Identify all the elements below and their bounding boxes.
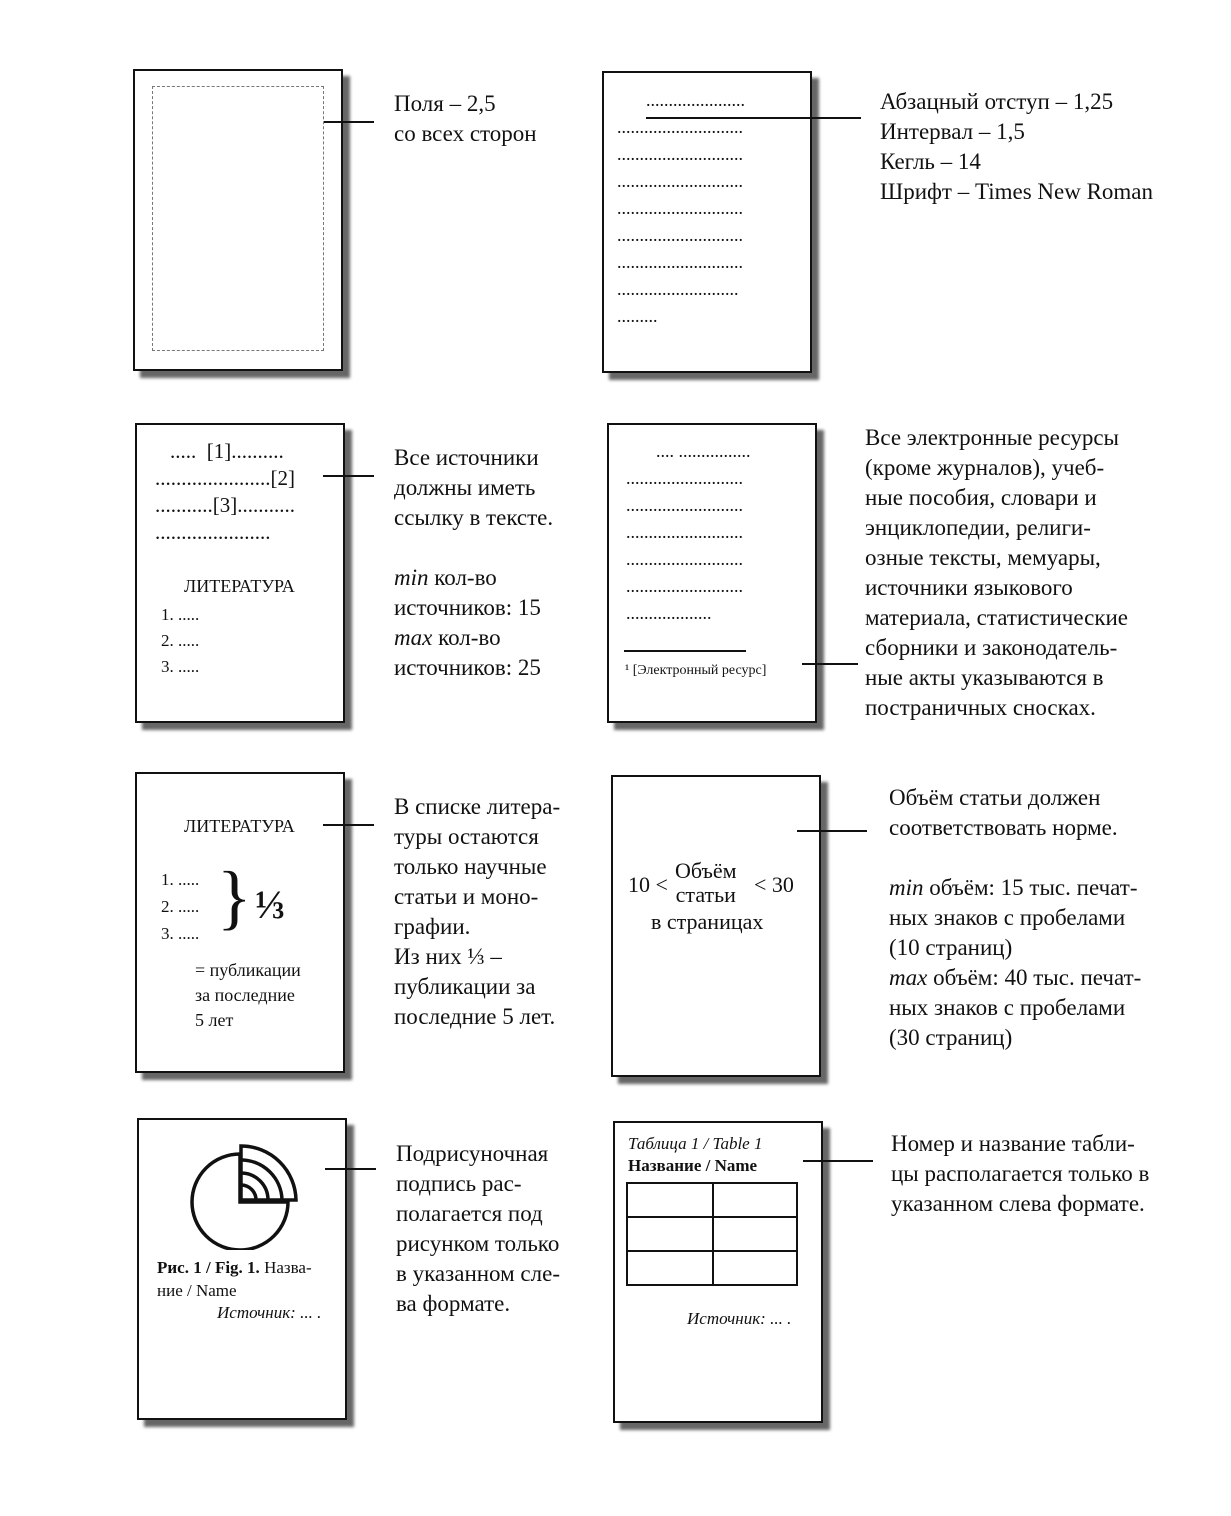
connector-literature bbox=[323, 824, 374, 826]
page-table bbox=[613, 1121, 823, 1423]
recent-publications-note: = публикации за последние 5 лет bbox=[195, 960, 301, 1030]
volume-desc-top: Объём статьи должен соответствовать норме. bbox=[889, 785, 1118, 840]
page-figure bbox=[137, 1118, 347, 1420]
literature-item: 1. ..... bbox=[161, 870, 200, 889]
dot-line: .......................... bbox=[626, 549, 743, 569]
dot-line: ................... bbox=[626, 603, 712, 623]
margins-line1: Поля – 2,5 bbox=[394, 91, 496, 116]
table-row-divider bbox=[628, 1216, 796, 1218]
dot-line: ............................ bbox=[617, 252, 743, 272]
citations-main: Все источники должны иметь ссылку в тексте. bbox=[394, 445, 554, 530]
page-volume bbox=[611, 775, 821, 1077]
connector-text-format bbox=[646, 117, 861, 119]
dot-line: .......................... bbox=[626, 468, 743, 488]
volume-left: 10 < bbox=[628, 872, 668, 897]
fraction-glyph: ⅓ bbox=[255, 882, 285, 927]
literature-heading: ЛИТЕРАТУРА bbox=[184, 576, 295, 596]
figure-caption bbox=[157, 1256, 337, 1302]
volume-min-label: min bbox=[889, 875, 924, 900]
dot-line: ............................ bbox=[617, 117, 743, 137]
literature-item: 3. ..... bbox=[161, 657, 200, 676]
margins-description bbox=[394, 89, 537, 149]
volume-bottom: в страницах bbox=[651, 909, 764, 934]
dot-line: ............................ bbox=[617, 225, 743, 245]
literature-item: 3. ..... bbox=[161, 924, 200, 943]
connector-volume bbox=[797, 830, 867, 832]
page-margins bbox=[133, 69, 343, 371]
ref-line: ......................[2] bbox=[155, 466, 295, 490]
dot-line: ........................... bbox=[617, 279, 739, 299]
text-format-line: Интервал – 1,5 bbox=[880, 119, 1025, 144]
table-caption-name: Название / Name bbox=[628, 1156, 758, 1175]
brace-glyph: } bbox=[217, 857, 252, 937]
dot-line: ............................ bbox=[617, 198, 743, 218]
citations-description bbox=[394, 443, 553, 683]
text-format-line: Шрифт – Times New Roman bbox=[880, 179, 1154, 204]
footnotes-description: Все электронные ресурсы (кроме журналов), учеб- ные пособия, словари и энциклопедии, религи- озные тексты, мемуары, источники языкового материала, статистические сборники и законодатель- ные акты указываются в постраничных сносках. bbox=[865, 425, 1129, 720]
citations-max-label: max bbox=[394, 625, 433, 650]
page-footnotes bbox=[607, 423, 817, 723]
figure-source: Источник: ... . bbox=[217, 1303, 322, 1322]
margin-dashed-box bbox=[152, 86, 324, 351]
citations-min-text: кол-во источников: 15 bbox=[394, 565, 541, 620]
literature-item: 2. ..... bbox=[161, 897, 200, 916]
ref-line: ...........[3]........... bbox=[155, 493, 295, 517]
table-col-divider bbox=[712, 1184, 714, 1284]
page-literature bbox=[135, 772, 345, 1073]
volume-description bbox=[889, 783, 1141, 1053]
volume-center: Объём статьи bbox=[675, 858, 737, 907]
pie-slice-arc-4 bbox=[241, 1185, 256, 1200]
literature-heading: ЛИТЕРАТУРА bbox=[184, 816, 295, 836]
figure-caption-name: Назва- ние / Name bbox=[157, 1258, 312, 1300]
text-format-line: Абзацный отступ – 1,25 bbox=[880, 89, 1114, 114]
footnote-text: ¹ [Электронный ресурс] bbox=[625, 663, 767, 678]
literature-item: 2. ..... bbox=[161, 631, 200, 650]
literature-description: В списке литера- туры остаются только научные статьи и моно- графии. Из них ⅓ – публикации за последние 5 лет. bbox=[394, 794, 561, 1029]
figure-caption-number: Рис. 1 / Fig. 1. bbox=[157, 1258, 260, 1277]
connector-figure bbox=[325, 1168, 376, 1170]
dot-line: .......................... bbox=[626, 576, 743, 596]
text-format-description bbox=[880, 87, 1153, 207]
connector-table bbox=[803, 1160, 873, 1162]
citations-min-label: min bbox=[394, 565, 429, 590]
connector-margins bbox=[324, 121, 374, 123]
margins-line2: со всех сторон bbox=[394, 121, 537, 146]
indent-dots: ...................... bbox=[646, 90, 745, 110]
table-description: Номер и название табли- цы располагается только в указанном слева формате. bbox=[891, 1131, 1150, 1216]
page-citations bbox=[135, 423, 345, 723]
connector-footnotes bbox=[802, 663, 858, 665]
text-format-line: Кегль – 14 bbox=[880, 149, 981, 174]
table-caption-number: Таблица 1 / Table 1 bbox=[628, 1134, 763, 1153]
citations-max-text: кол-во источников: 25 bbox=[394, 625, 541, 680]
figure-description: Подрисуночная подпись рас- полагается под рисунком только в указанном сле- ва формате. bbox=[396, 1141, 560, 1316]
dot-line: ............................ bbox=[617, 171, 743, 191]
ref-line: ...................... bbox=[155, 520, 271, 544]
volume-right: < 30 bbox=[754, 872, 794, 897]
dot-line: .......................... bbox=[626, 522, 743, 542]
connector-citations bbox=[323, 475, 374, 477]
table-grid bbox=[626, 1182, 798, 1286]
literature-item: 1. ..... bbox=[161, 605, 200, 624]
dot-line: ......... bbox=[617, 306, 658, 326]
ref-line: ..... [1].......... bbox=[170, 439, 284, 463]
pie-chart-icon bbox=[187, 1140, 307, 1250]
volume-min-text: объём: 15 тыс. печат- ных знаков с пробелами (10 страниц) bbox=[889, 875, 1138, 960]
dot-line: .... ................ bbox=[656, 441, 751, 461]
table-row-divider bbox=[628, 1250, 796, 1252]
table-source: Источник: ... . bbox=[687, 1309, 792, 1328]
footnote-separator bbox=[624, 650, 746, 652]
dot-line: ............................ bbox=[617, 144, 743, 164]
dot-line: .......................... bbox=[626, 495, 743, 515]
volume-max-label: max bbox=[889, 965, 928, 990]
volume-max-text: объём: 40 тыс. печат- ных знаков с пробелами (30 страниц) bbox=[889, 965, 1142, 1050]
